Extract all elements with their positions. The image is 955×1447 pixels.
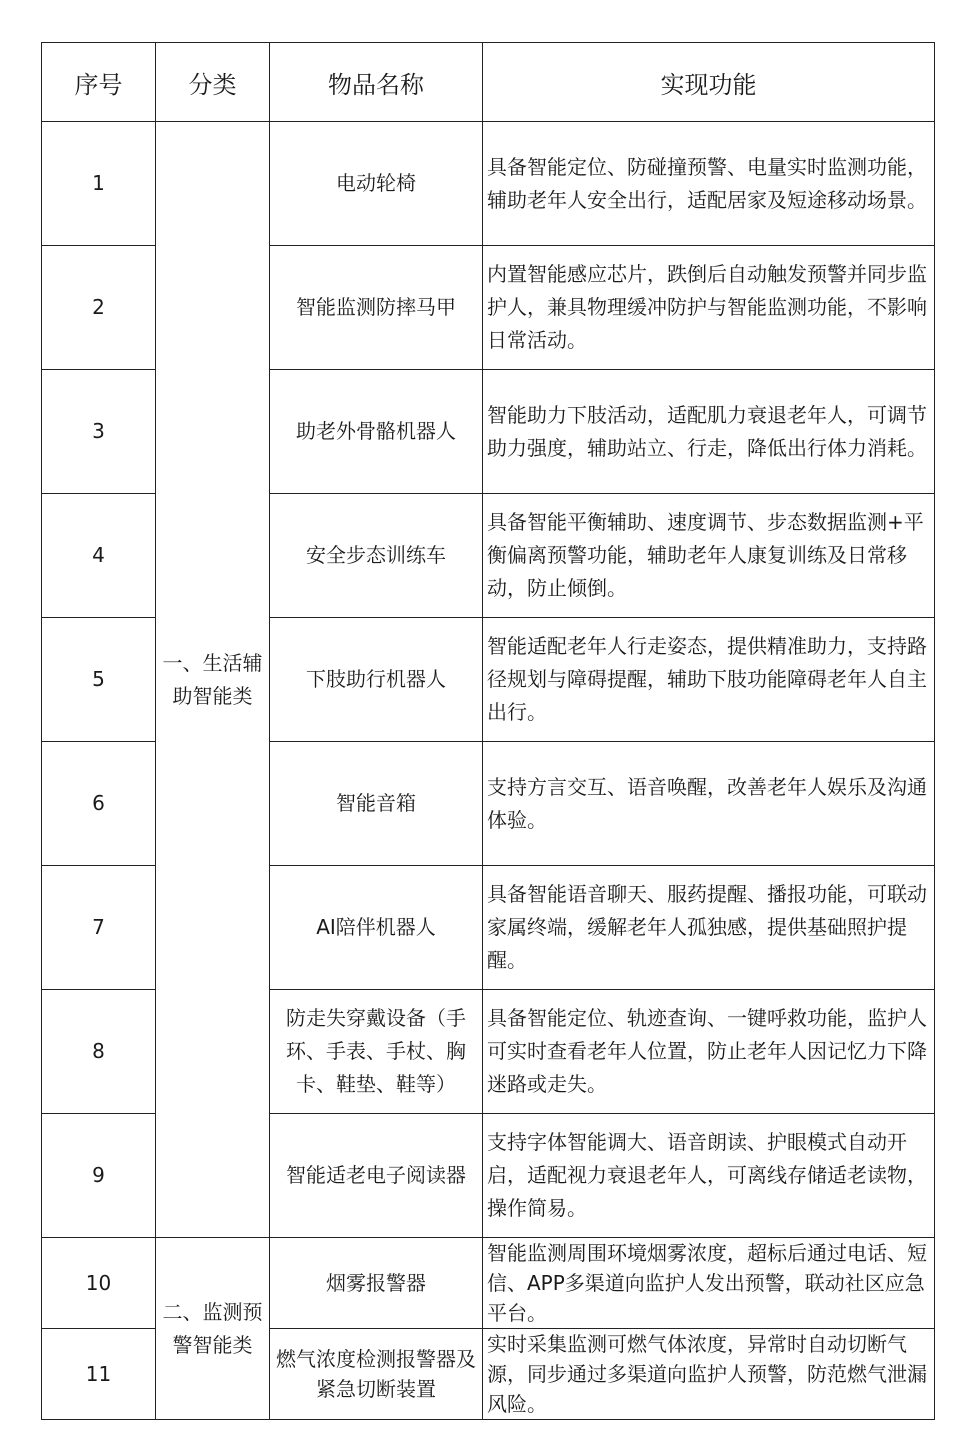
table-row (42, 1238, 935, 1329)
item-name: 防走失穿戴设备（手环、手表、手杖、胸卡、鞋垫、鞋等） (270, 990, 483, 1114)
item-function: 智能适配老年人行走姿态，提供精准助力，支持路径规划与障碍提醒，辅助下肢功能障碍老年人自主出行。 (483, 618, 935, 742)
category-cell: 一、生活辅助智能类 (156, 122, 270, 1238)
item-function: 支持方言交互、语音唤醒，改善老年人娱乐及沟通体验。 (483, 742, 935, 866)
item-function: 内置智能感应芯片，跌倒后自动触发预警并同步监护人，兼具物理缓冲防护与智能监测功能，不影响日常活动。 (483, 246, 935, 370)
row-no: 7 (42, 866, 156, 990)
row-no: 4 (42, 494, 156, 618)
row-no: 2 (42, 246, 156, 370)
category-cell: 二、监测预警智能类 (156, 1238, 270, 1420)
header-no: 序号 (42, 43, 156, 122)
item-name: 助老外骨骼机器人 (270, 370, 483, 494)
row-no: 6 (42, 742, 156, 866)
item-name: 智能适老电子阅读器 (270, 1114, 483, 1238)
header-row (42, 43, 935, 122)
item-function: 实时采集监测可燃气体浓度，异常时自动切断气源，同步通过多渠道向监护人预警，防范燃气泄漏风险。 (483, 1329, 935, 1420)
item-function: 智能助力下肢活动，适配肌力衰退老年人，可调节助力强度，辅助站立、行走，降低出行体力消耗。 (483, 370, 935, 494)
item-name: 电动轮椅 (270, 122, 483, 246)
row-no: 8 (42, 990, 156, 1114)
row-no: 10 (42, 1238, 156, 1329)
item-function: 具备智能定位、防碰撞预警、电量实时监测功能，辅助老年人安全出行，适配居家及短途移动场景。 (483, 122, 935, 246)
header-category: 分类 (156, 43, 270, 122)
header-function: 实现功能 (483, 43, 935, 122)
item-name: 智能监测防摔马甲 (270, 246, 483, 370)
row-no: 1 (42, 122, 156, 246)
item-function: 智能监测周围环境烟雾浓度，超标后通过电话、短信、APP多渠道向监护人发出预警，联动社区应急平台。 (483, 1238, 935, 1329)
item-function: 具备智能平衡辅助、速度调节、步态数据监测+平衡偏离预警功能，辅助老年人康复训练及日常移动，防止倾倒。 (483, 494, 935, 618)
item-function: 具备智能定位、轨迹查询、一键呼救功能，监护人可实时查看老年人位置，防止老年人因记忆力下降迷路或走失。 (483, 990, 935, 1114)
row-no: 3 (42, 370, 156, 494)
row-no: 5 (42, 618, 156, 742)
item-name: 烟雾报警器 (270, 1238, 483, 1329)
header-item-name: 物品名称 (270, 43, 483, 122)
row-no: 9 (42, 1114, 156, 1238)
row-no: 11 (42, 1329, 156, 1420)
item-name: AI陪伴机器人 (270, 866, 483, 990)
item-name: 燃气浓度检测报警器及紧急切断装置 (270, 1329, 483, 1420)
item-name: 智能音箱 (270, 742, 483, 866)
item-name: 安全步态训练车 (270, 494, 483, 618)
item-function: 支持字体智能调大、语音朗读、护眼模式自动开启，适配视力衰退老年人，可离线存储适老读物，操作简易。 (483, 1114, 935, 1238)
items-table (41, 42, 935, 1420)
item-function: 具备智能语音聊天、服药提醒、播报功能，可联动家属终端，缓解老年人孤独感，提供基础照护提醒。 (483, 866, 935, 990)
item-name: 下肢助行机器人 (270, 618, 483, 742)
table-row (42, 122, 935, 246)
